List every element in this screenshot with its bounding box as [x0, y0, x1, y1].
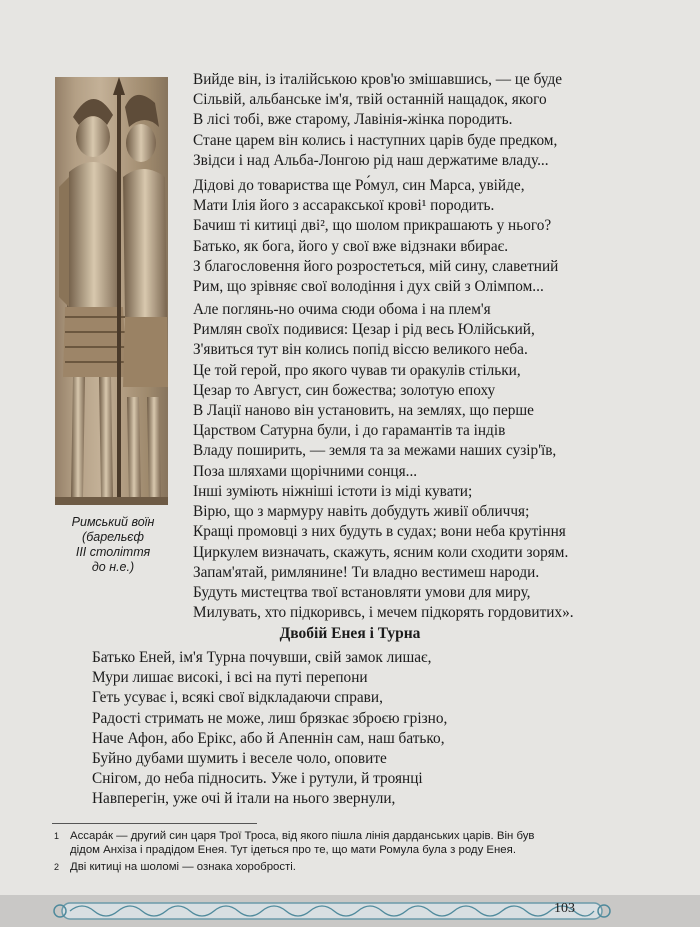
verse-line: Владу поширить, — земля та за межами наших сузір'їв, [193, 442, 557, 460]
verse-line: Мати Ілія його з ассаракської крові¹ породить. [193, 197, 495, 215]
roman-warrior-relief-image [55, 77, 168, 505]
stanza-2 [193, 176, 558, 297]
verse-line: Навперегін, уже очі й італи на нього звернули, [92, 790, 396, 808]
figure-caption [52, 515, 174, 575]
verse-line: Снігом, до неба підносить. Уже і рутули, й троянці [92, 770, 423, 788]
stanza-1 [193, 70, 562, 171]
verse-line: Поза шляхами щорічними сонця... [193, 462, 418, 480]
relief-drawing [55, 77, 168, 505]
verse-line: Запам'ятай, римлянине! Ти владно вестимеш народи. [193, 563, 540, 581]
verse-line: Царством Сатурна були, і до гарамантів та індів [193, 422, 506, 440]
verse-line: Геть усуває і, всякі свої відкладаючи справи, [92, 689, 383, 707]
verse-line: З благословення його розростеться, мій сину, славетний [193, 257, 559, 275]
verse-line: Буйно дубами шумить і веселе чоло, оповите [92, 750, 387, 768]
footnote-1 [54, 829, 535, 857]
verse-line: Сільвій, альбанське ім'я, твій останній нащадок, якого [193, 91, 547, 109]
page-number: 103 [554, 901, 575, 916]
verse-line: Батько Еней, ім'я Турна почувши, свій замок лишає, [92, 649, 432, 666]
footnote-line: Дві китиці на шоломі — ознака хоробрості. [70, 861, 296, 873]
verse-line: Наче Афон, або Ерікс, або й Апеннін сам, наш батько, [92, 729, 445, 747]
footnote-2 [54, 860, 296, 874]
verse-line: Римлян своїх подивися: Цезар і рід весь Юлійський, [193, 321, 535, 339]
verse-line: Цезар то Август, син божества; золотую епоху [193, 381, 496, 399]
verse-line: В Лації наново він установить, на землях, що перше [193, 402, 534, 420]
verse-line: З'явиться тут він колись попід віссю великого неба. [193, 341, 528, 359]
verse-line: Кращі промовці з них будуть в судах; вони неба крутіння [193, 523, 566, 541]
footnote-line: дідом Анхіза і прадідом Енея. Тут ідеться про те, що мати Ромула була з роду Енея. [70, 844, 516, 856]
verse-line: Циркулем визначать, скажуть, ясним коли сходити зорям. [193, 543, 569, 561]
verse-line: Мури лишає високі, і всі на путі перепони [92, 669, 368, 687]
verse-line: Батько, як бога, його у свої вже відзнаки вбирає. [193, 237, 509, 255]
verse-line: Бачиш ті китиці дві², що шолом прикрашають у нього? [193, 217, 552, 235]
footnote-line: Ассара́к — другий син царя Трої Троса, від якого пішла лінія дарданських царів. Він був [70, 830, 535, 842]
section-heading: Двобій Енея і Турна [279, 625, 421, 642]
verse-line: Вийде він, із італійською кров'ю змішавшись, — це буде [193, 71, 563, 88]
verse-line: Звідси і над Альба-Лонгою рід наш держатиме владу... [193, 151, 549, 169]
footnote-number: 2 [54, 862, 60, 872]
caption-line: Римський воїн [71, 515, 155, 529]
stanza-4 [193, 482, 574, 623]
verse-line: Вірю, що з мармуру навіть добудуть живії обличчя; [193, 503, 530, 521]
verse-line: Це той герой, про якого чував ти оракулів стільки, [193, 361, 521, 379]
verse-line: Стане царем він колись і наступних царів буде предком, [193, 131, 558, 149]
verse-line: Інші зуміють ніжніші істоти із міді кувати; [193, 483, 473, 500]
verse-line: Але поглянь-но очима сюди обома і на плем'я [193, 301, 491, 318]
caption-line: III століття [75, 545, 151, 559]
footnote-number: 1 [54, 831, 60, 841]
ornament-border-icon [52, 897, 612, 925]
verse-line: Рим, що зрівняє свої володіння і дух свій з Олімпом... [193, 278, 544, 296]
caption-line: (барельєф [82, 530, 144, 544]
verse-line: Радості стримать не може, лиш брязкає зброєю грізно, [92, 709, 448, 727]
verse-line: Дідові до товариства ще Ро́мул, син Марса, увійде, [193, 177, 525, 194]
caption-line: до н.е.) [91, 560, 135, 574]
verse-line: В лісі тобі, вже старому, Лавінія-жінка породить. [193, 111, 513, 129]
stanza-3 [193, 300, 556, 482]
section-verse [92, 648, 447, 810]
verse-line: Милувать, хто підкоривсь, і мечем підкорять гордовитих». [193, 604, 574, 622]
verse-line: Будуть мистецтва твої встановляти умови для миру, [193, 584, 531, 602]
footnote-divider [52, 823, 257, 824]
